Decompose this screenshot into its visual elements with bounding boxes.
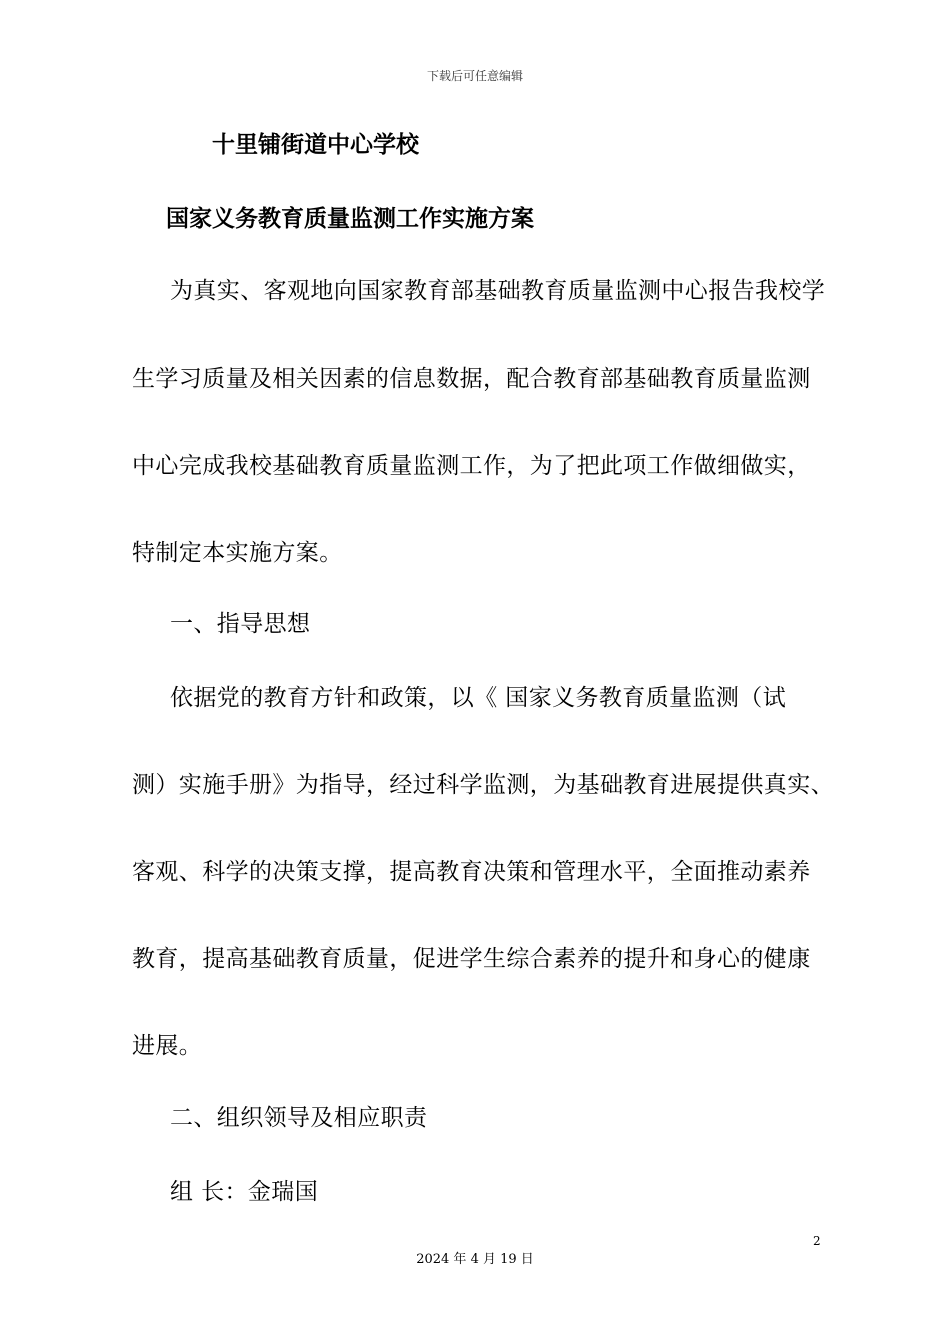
leader-line: 组 长：金瑞国 [170, 1179, 319, 1205]
footer-date: 2024 年 4 月 19 日 [416, 1252, 534, 1267]
paragraph-line: 中心完成我校基础教育质量监测工作，为了把此项工作做细做实， [132, 453, 811, 479]
paragraph-line: 生学习质量及相关因素的信息数据，配合教育部基础教育质量监测 [132, 366, 811, 392]
paragraph-line: 进展。 [132, 1033, 203, 1059]
section-heading-organization: 二、组织领导及相应职责 [170, 1105, 428, 1131]
page-number: 2 [813, 1234, 821, 1248]
paragraph-line: 依据党的教育方针和政策，以《 国家义务教育质量监测（试 [170, 685, 787, 711]
paragraph-line: 教育，提高基础教育质量，促进学生综合素养的提升和身心的健康 [132, 946, 811, 972]
paragraph-line: 特制定本实施方案。 [132, 540, 343, 566]
paragraph-line: 为真实、客观地向国家教育部基础教育质量监测中心报告我校学 [170, 278, 826, 304]
paragraph-line: 测）实施手册》为指导，经过科学监测，为基础教育进展提供真实、 [132, 772, 834, 798]
section-heading-guiding-thought: 一、指导思想 [170, 611, 311, 637]
school-title: 十里铺街道中心学校 [212, 132, 419, 158]
paragraph-line: 客观、科学的决策支撑，提高教育决策和管理水平，全面推动素养 [132, 859, 811, 885]
plan-title: 国家义务教育质量监测工作实施方案 [166, 206, 534, 232]
header-note: 下载后可任意编辑 [426, 69, 523, 83]
